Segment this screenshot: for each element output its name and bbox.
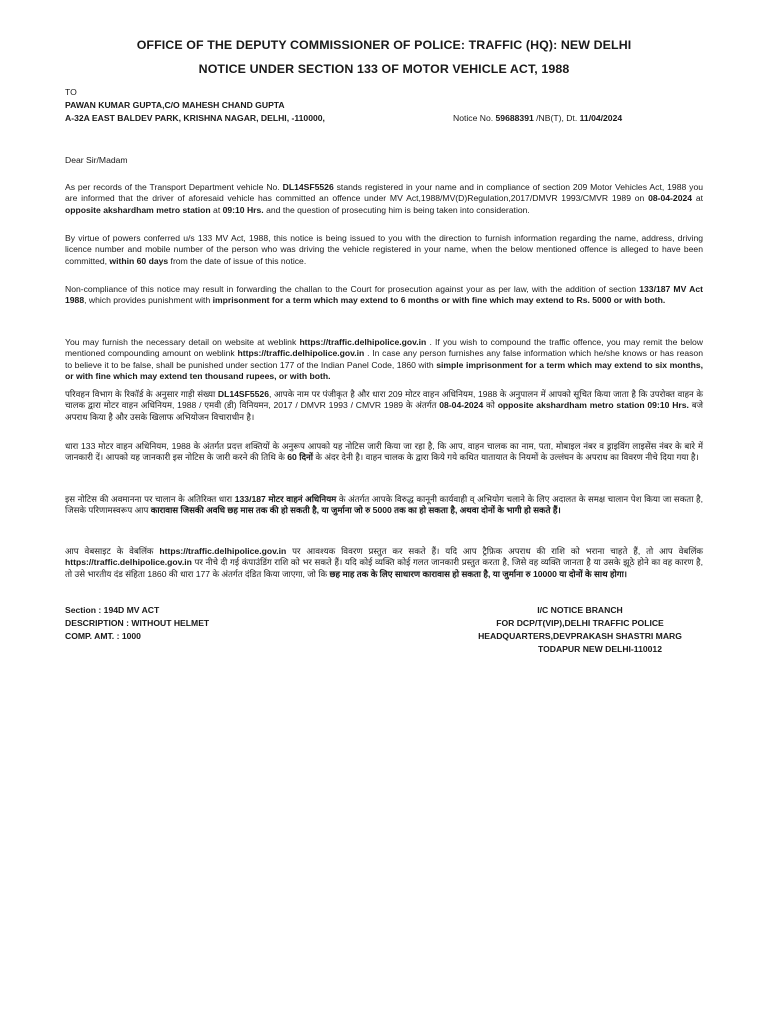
to-label: TO [65,87,77,97]
weblink[interactable]: https://traffic.delhipolice.gov.in [299,337,427,347]
signatory-office: FOR DCP/T(VIP),DELHI TRAFFIC POLICE [496,618,664,628]
signatory-address-1: HEADQUARTERS,DEVPRAKASH SHASTRI MARG [478,631,682,641]
notice-date: 11/04/2024 [579,113,623,123]
weblink[interactable]: https://traffic.delhipolice.gov.in [237,348,365,359]
compounding-amount: COMP. AMT. : 1000 [65,631,141,641]
english-paragraph-3: Non-compliance of this notice may result in forwarding the challan to the Court for prosecution against your as per law, with the addition of section 133/187 MV Act 1988, which provides punishment with imprisonment for a term which may extend to 6 months or with fine which may extend to Rs. 5000 or with both. [65,284,703,306]
english-paragraph-1: As per records of the Transport Department vehicle No. DL14SF5526 stands registered in your name and in compliance of section 209 Motor Vehicles Act, 1988 you are informed that the driver of aforesaid vehicle has committed an offence under MV Act,1988/MV(D)Regulation,2017/DMVR 1993/CMVR 1989 on 08-04-2024 at opposite akshardham metro station at 09:10 Hrs. and the question of prosecuting him is being taken into consideration. [65,182,704,215]
offence-section: Section : 194D MV ACT [65,605,160,615]
weblink[interactable]: https://traffic.delhipolice.gov.in [65,557,192,568]
salutation: Dear Sir/Madam [65,155,128,165]
signatory-address-2: TODAPUR NEW DELHI-110012 [537,644,662,654]
hindi-paragraph-4: आप वेबसाइट के वेबलिंक https://traffic.delhipolice.gov.in पर आवश्यक विवरण प्रस्तुत कर सकते हैं। यदि आप ट्रैफ़िक अपराध की राशि को भराना चाहते हैं, तो आप वेबलिंक https://traffic.delhipolice.gov.in पर नीचे दी गई कंपाउंडिंग राशि को भर सकते हैं। यदि कोई व्यक्ति कोई गलत जानकारी प्रस्तुत करता है, जिसे वह व्यक्ति जानता है या उसके झूठे होने का वह कारण है, तो उसे भारतीय दंड संहिता 1860 की धारा 177 के अंतर्गत दंडित किया जाएगा, जो कि छह माह तक के लिए साधारण कारावास हो सकता है, या जुर्माना रु 10000 या दोनों के साथ होगा। [65,546,703,579]
notice-title: NOTICE UNDER SECTION 133 OF MOTOR VEHICLE ACT, 1988 [198,62,570,76]
recipient-address: A-32A EAST BALDEV PARK, KRISHNA NAGAR, DELHI, -110000, [65,113,325,123]
hindi-paragraph-2: धारा 133 मोटर वाहन अधिनियम, 1988 के अंतर्गत प्रदत्त शक्तियों के अनुरूप आपको यह नोटिस जारी किया जा रहा है, कि आप, वाहन चालक का नाम, पता, मोबाइल नंबर व ड्राइविंग लाइसेंस नंबर के बारे में जानकारी दें। आपको यह जानकारी इस नोटिस के जारी करने की तिथि के 60 दिनों के अंदर देनी है। वाहन चालक के द्वारा किये गये कथित यातायात के नियमों के उल्लंघन के अपराध का विवरण नीचे दिया गया है। [65,441,703,463]
recipient-name: PAWAN KUMAR GUPTA,C/O MAHESH CHAND GUPTA [65,100,285,110]
english-paragraph-2: By virtue of powers conferred u/s 133 MV Act, 1988, this notice is being issued to you with the direction to furnish information regarding the name, address, driving licence number and mobile number of the person who was driving the vehicle registered in your name, when the below mentioned offence is alleged to have been committed, within 60 days from the date of issue of this notice. [65,233,703,266]
signatory-branch: I/C NOTICE BRANCH [537,605,623,615]
hindi-paragraph-1: परिवहन विभाग के रिकॉर्ड के अनुसार गाड़ी संख्या DL14SF5526, आपके नाम पर पंजीकृत है और धारा 209 मोटर वाहन अधिनियम, 1988 के अनुपालन में आपको सूचित किया जाता है कि उपरोक्त वाहन के चालक द्वारा मोटर वाहन अधिनियम, 1988 / एमवी (डी) विनियमन, 2017 / DMVR 1993 / CMVR 1989 के अंतर्गत 08-04-2024 को opposite akshardham metro station 09:10 Hrs. बजे अपराध किया है और उसके खिलाफ अभियोजन विचाराधीन है। [65,389,703,422]
english-paragraph-4: You may furnish the necessary detail on website at weblink https://traffic.delhipolice.gov.in . If you wish to compound the traffic offence, you may remit the below mentioned compounding amount on weblink https://traffic.delhipolice.gov.in . In case any person furnishes any false information which he/she knows or has reason to believe it to be false, shall be punished under section 177 of the Indian Panel Code, 1860 with simple imprisonment for a term which may extend to six months, or with fine which may extend ten thousand rupees, or with both. [65,337,704,382]
notice-reference: Notice No. 59688391 /NB(T), Dt. 11/04/2024 [453,113,623,123]
offence-description: DESCRIPTION : WITHOUT HELMET [65,618,210,628]
notice-number: 59688391 [495,113,534,123]
weblink[interactable]: https://traffic.delhipolice.gov.in [159,546,287,556]
office-title: OFFICE OF THE DEPUTY COMMISSIONER OF POLICE: TRAFFIC (HQ): NEW DELHI [136,38,632,52]
hindi-paragraph-3: इस नोटिस की अवमानना पर चालान के अतिरिक्त धारा 133/187 मोटर वाहनं अधिनियम के अंतर्गत आपके विरुद्ध कानूनी कार्यवाही व् अभियोग चलाने के लिए अदालत के समक्ष चालान पेश किया जा सकता है, जिसके परिणामस्वरूप आप कारावास जिसकी अवधि छह मास तक की हो सकती है, या जुर्माना जो रु 5000 तक का हो सकता है, अथवा दोनों के भागी हो सकते हैं। [65,494,703,516]
